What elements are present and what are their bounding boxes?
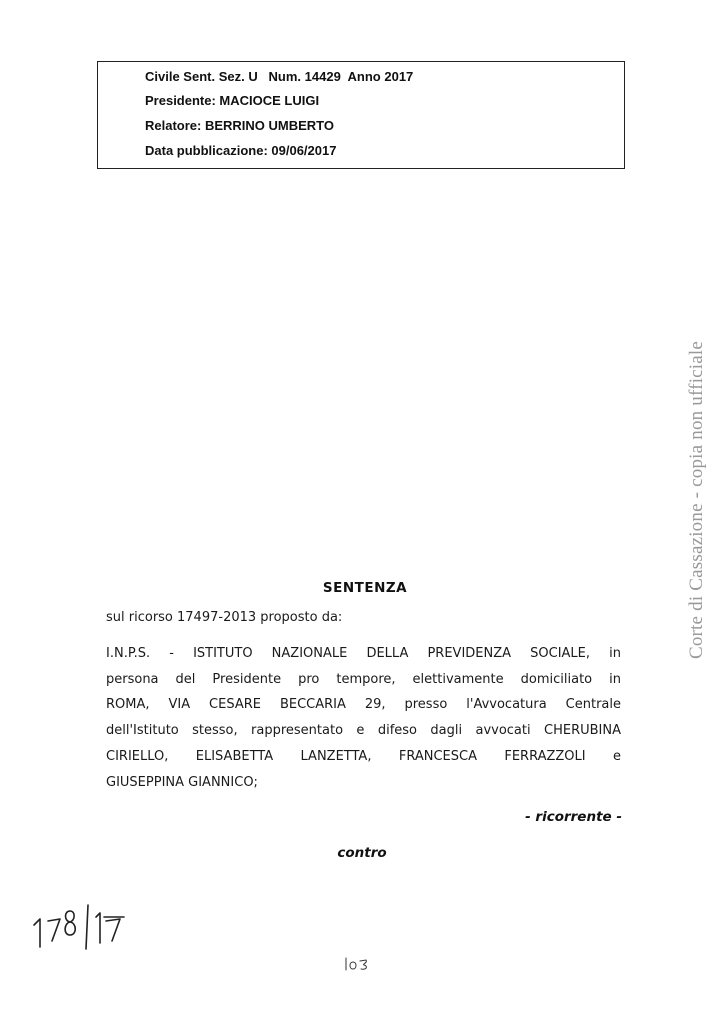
case-header-box bbox=[97, 61, 625, 169]
document-title-text: SENTENZA bbox=[322, 580, 408, 596]
party-role-ricorrente: - ricorrente - bbox=[525, 809, 622, 825]
president-line: Presidente: MACIOCE LUIGI bbox=[145, 93, 320, 108]
watermark: Corte di Cassazione - copia non ufficiale bbox=[686, 340, 707, 660]
rapporteur-line: Relatore: BERRINO UMBERTO bbox=[145, 118, 335, 133]
body-line-4: ROMA, VIA CESARE BECCARIA 29, presso l'Avvocatura Centrale bbox=[106, 697, 621, 712]
body-line-5: dell'Istituto stesso, rappresentato e difeso dagli avvocati CHERUBINA bbox=[106, 723, 621, 738]
document-title bbox=[0, 580, 724, 596]
case-number-line: Civile Sent. Sez. U Num. 14429 Anno 2017 bbox=[145, 69, 414, 84]
body-line-3: persona del Presidente pro tempore, elettivamente domiciliato in bbox=[106, 672, 621, 687]
page-mark bbox=[340, 950, 376, 974]
body-line-6: CIRIELLO, ELISABETTA LANZETTA, FRANCESCA FERRAZZOLI e bbox=[106, 749, 621, 764]
handwritten-note bbox=[30, 895, 140, 955]
body-line-7: GIUSEPPINA GIANNICO; bbox=[106, 775, 258, 790]
publication-date-line: Data pubblicazione: 09/06/2017 bbox=[145, 143, 337, 158]
contro-text: contro bbox=[337, 845, 387, 861]
contro-heading bbox=[0, 845, 724, 861]
body-line-1: sul ricorso 17497-2013 proposto da: bbox=[106, 610, 343, 625]
body-line-2: I.N.P.S. - ISTITUTO NAZIONALE DELLA PREVIDENZA SOCIALE, in bbox=[106, 646, 621, 661]
